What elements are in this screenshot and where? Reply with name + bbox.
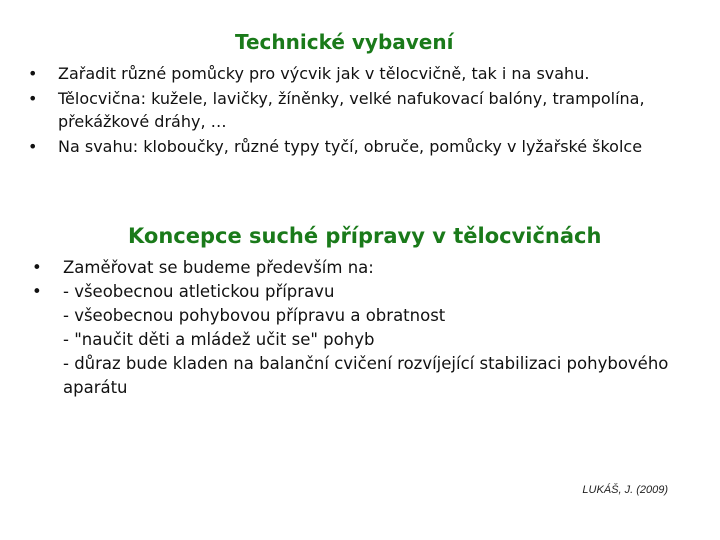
list-item — [28, 87, 718, 133]
list-item — [28, 62, 718, 85]
concept-list — [32, 256, 672, 400]
bullet-icon: • — [28, 137, 38, 156]
equipment-list — [28, 62, 718, 160]
list-item-text: Zařadit různé pomůcky pro výcvik jak v tělocvičně, tak i na svahu. — [58, 64, 590, 83]
sub-item-text: - všeobecnou pohybovou přípravu a obratnost — [63, 306, 446, 325]
list-item-text: Tělocvična: kužele, lavičky, žíněnky, velké nafukovací balóny, trampolína, překážkové dráhy, … — [58, 89, 645, 131]
list-item — [28, 135, 718, 158]
bullet-icon: • — [32, 258, 42, 277]
bullet-icon: • — [32, 282, 42, 301]
citation: LUKÁŠ, J. (2009) — [582, 484, 668, 496]
bullet-icon: • — [28, 89, 38, 108]
list-item — [32, 280, 672, 400]
section-title-dry-training-concept: Koncepce suché přípravy v tělocvičnách — [128, 224, 602, 248]
list-item-text: Zaměřovat se budeme především na: — [63, 258, 374, 277]
bullet-icon: • — [28, 64, 38, 83]
list-item-text: Na svahu: kloboučky, různé typy tyčí, obruče, pomůcky v lyžařské školce — [58, 137, 643, 156]
section-title-technical-equipment: Technické vybavení — [235, 30, 454, 54]
list-item — [32, 256, 672, 280]
sub-item-text: - všeobecnou atletickou přípravu — [63, 282, 335, 301]
sub-item-text: - "naučit děti a mládež učit se" pohyb — [63, 330, 375, 349]
sub-item-text: - důraz bude kladen na balanční cvičení rozvíjející stabilizaci pohybového aparátu — [63, 354, 669, 397]
